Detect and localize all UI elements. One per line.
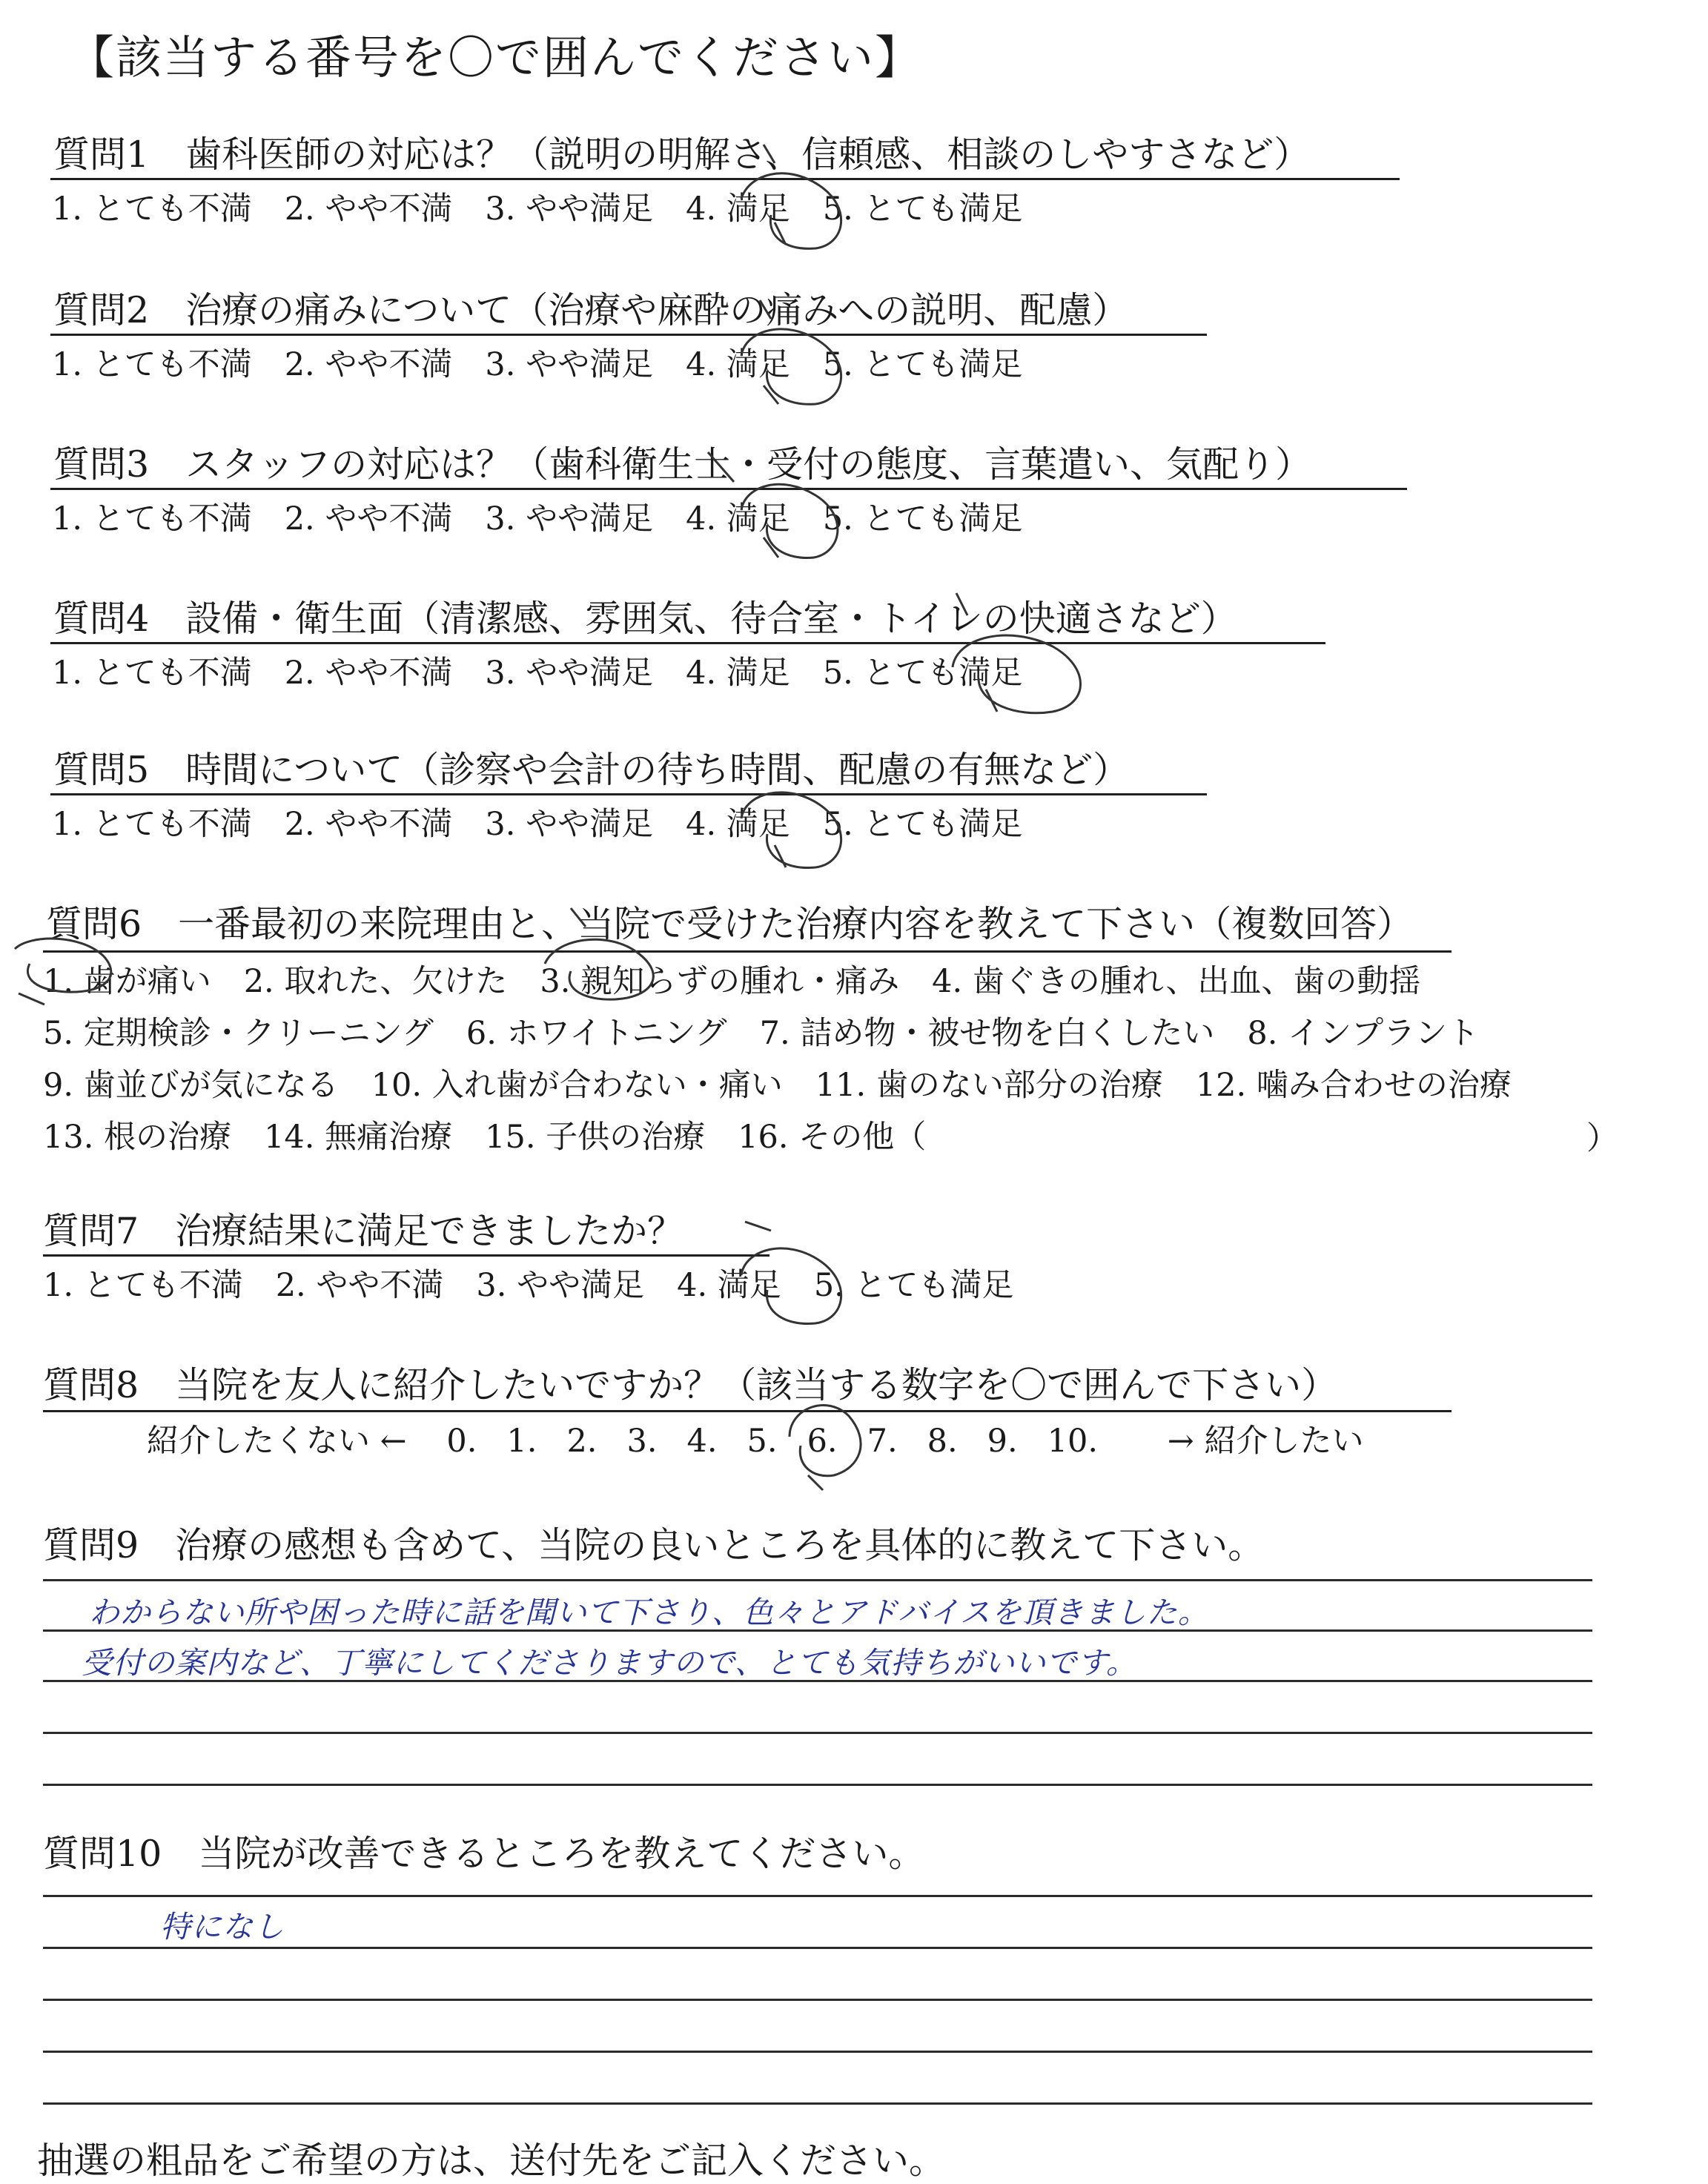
q8-scale-0: 0. <box>446 1423 477 1460</box>
q7-circle-mark <box>741 1222 841 1324</box>
q6-option: 7. 詰め物・被せ物を白くしたい <box>759 1015 1215 1052</box>
q6-option: 5. 定期検診・クリーニング <box>43 1015 434 1052</box>
q10-title: 質問10 当院が改善できるところを教えてください。 <box>43 1833 925 1875</box>
q5-option-4: 4. 満足 <box>686 806 790 843</box>
q9-handwritten-line-2: 受付の案内など、丁寧にしてくださりますので、とても気持ちがいいです。 <box>82 1645 1137 1681</box>
q2-option-5: 5. とても満足 <box>822 346 1023 383</box>
q8-circle-mark <box>790 1405 861 1490</box>
q3-option-4: 4. 満足 <box>686 500 790 537</box>
q7-option-2: 2. やや不満 <box>275 1267 444 1304</box>
q4-option-5: 5. とても満足 <box>822 655 1023 692</box>
q2-option-4: 4. 満足 <box>686 346 790 383</box>
q8-scale-8: 8. <box>927 1423 958 1460</box>
q1-title: 質問1 歯科医師の対応は？（説明の明解さ、信頼感、相談のしやすさなど） <box>53 133 1311 176</box>
q8-scale-4: 4. <box>686 1423 718 1460</box>
q8-scale-2: 2. <box>566 1423 598 1460</box>
q8-scale-9: 9. <box>987 1423 1018 1460</box>
q7-option-4: 4. 満足 <box>677 1267 781 1304</box>
q4-title: 質問4 設備・衛生面（清潔感、雰囲気、待合室・トイレの快適さなど） <box>53 598 1237 640</box>
q6-option: 12. 噛み合わせの治療 <box>1195 1067 1512 1104</box>
q8-right-label: → 紹介したい <box>1167 1423 1364 1460</box>
q9-handwritten-line-1: わからない所や困った時に話を聞いて下さり、色々とアドバイスを頂きました。 <box>89 1595 1209 1630</box>
q6-option: 15. 子供の治療 <box>485 1119 706 1156</box>
q3-option-5: 5. とても満足 <box>822 500 1023 537</box>
q6-option: 2. 取れた、欠けた <box>243 963 508 1000</box>
q6-option: 16. その他（ <box>738 1119 927 1156</box>
q4-option-4: 4. 満足 <box>686 655 790 692</box>
q9-title: 質問9 治療の感想も含めて、当院の良いところを具体的に教えて下さい。 <box>43 1524 1265 1566</box>
q7-option-5: 5. とても満足 <box>813 1267 1014 1304</box>
q4-circle-mark <box>953 593 1081 713</box>
q8-scale-3: 3. <box>626 1423 658 1460</box>
q6-option: 14. 無痛治療 <box>264 1119 453 1156</box>
q4-option-3: 3. やや満足 <box>485 655 654 692</box>
q1-option-2: 2. やや不満 <box>284 191 453 228</box>
form-header: 【該当する番号を〇で囲んでください】 <box>68 30 923 85</box>
q5-option-1: 1. とても不満 <box>52 806 252 843</box>
q2-option-1: 1. とても不満 <box>52 346 252 383</box>
q8-scale-7: 7. <box>867 1423 898 1460</box>
q1-option-5: 5. とても満足 <box>822 191 1023 228</box>
q6-title: 質問6 一番最初の来院理由と、当院で受けた治療内容を教えて下さい（複数回答） <box>46 903 1414 945</box>
q1-circle-mark <box>741 145 841 248</box>
q6-option: 13. 根の治療 <box>43 1119 232 1156</box>
q5-option-5: 5. とても満足 <box>822 806 1023 843</box>
q2-option-2: 2. やや不満 <box>284 346 453 383</box>
q2-circle-mark <box>741 300 841 404</box>
q4-option-1: 1. とても不満 <box>52 655 252 692</box>
q5-circle-mark <box>741 792 841 868</box>
q7-title: 質問7 治療結果に満足できましたか？ <box>43 1210 684 1252</box>
q6-option: 8. インプラント <box>1247 1015 1480 1052</box>
q5-title: 質問5 時間について（診察や会計の待ち時間、配慮の有無など） <box>53 749 1130 791</box>
q3-option-3: 3. やや満足 <box>485 500 654 537</box>
q1-option-1: 1. とても不満 <box>52 191 252 228</box>
q6-circle-mark-1 <box>15 939 111 1005</box>
q6-option: 6. ホワイトニング <box>466 1015 727 1052</box>
q6-option: 10. 入れ歯が合わない・痛い <box>371 1067 783 1104</box>
q6-circle-mark-3 <box>545 908 653 999</box>
q8-left-label: 紹介したくない ← <box>147 1423 407 1460</box>
q6-option: 1. 歯が痛い <box>43 963 211 1000</box>
q7-option-1: 1. とても不満 <box>43 1267 243 1304</box>
q4-option-2: 2. やや不満 <box>284 655 453 692</box>
q6-option: 3. 親知らずの腫れ・痛み <box>540 963 900 1000</box>
q3-option-1: 1. とても不満 <box>52 500 252 537</box>
q5-option-3: 3. やや満足 <box>485 806 654 843</box>
q1-option-4: 4. 満足 <box>686 191 790 228</box>
q8-scale-5: 5. <box>747 1423 778 1460</box>
q6-option: 4. 歯ぐきの腫れ、出血、歯の動揺 <box>932 963 1421 1000</box>
q2-option-3: 3. やや満足 <box>485 346 654 383</box>
q2-title: 質問2 治療の痛みについて（治療や麻酔の痛みへの説明、配慮） <box>53 289 1129 331</box>
q5-option-2: 2. やや不満 <box>284 806 453 843</box>
q1-option-3: 3. やや満足 <box>485 191 654 228</box>
q3-circle-mark <box>708 452 838 558</box>
q6-option: 9. 歯並びが気になる <box>43 1067 339 1104</box>
q8-scale-6: 6. <box>807 1423 838 1460</box>
q3-option-2: 2. やや不満 <box>284 500 453 537</box>
q6-other-close: ） <box>1586 1120 1618 1157</box>
q8-scale-1: 1. <box>506 1423 537 1460</box>
q10-handwritten: 特になし <box>160 1909 285 1945</box>
q8-scale-10: 10. <box>1047 1423 1099 1460</box>
footer-cutoff-text: 抽選の粗品をご希望の方は、送付先をご記入ください。 <box>37 2140 946 2182</box>
q6-option: 11. 歯のない部分の治療 <box>815 1067 1163 1104</box>
q7-option-3: 3. やや満足 <box>476 1267 645 1304</box>
q8-title: 質問8 当院を友人に紹介したいですか？（該当する数字を〇で囲んで下さい） <box>43 1364 1338 1406</box>
q3-title: 質問3 スタッフの対応は？（歯科衛生士・受付の態度、言葉遣い、気配り） <box>53 443 1312 486</box>
